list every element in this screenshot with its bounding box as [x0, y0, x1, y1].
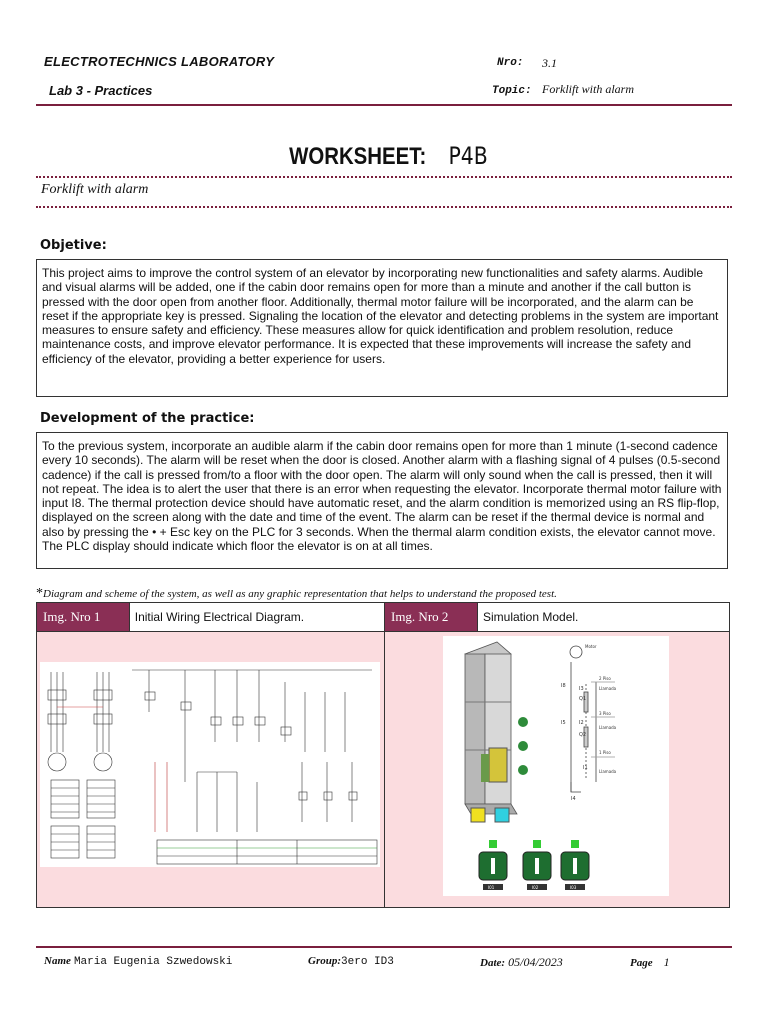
worksheet-subtitle: Forklift with alarm — [41, 182, 149, 197]
floor-2-output: Q1 — [578, 696, 587, 702]
footer-name — [44, 955, 232, 968]
floor-3-output: Q2 — [578, 732, 587, 738]
floor-1-call: Llamada — [598, 769, 617, 774]
floor-2-input: I3 — [578, 686, 584, 692]
name-value: Maria Eugenia Szwedowski — [73, 956, 233, 968]
topic-value: Forklift with alarm — [542, 82, 635, 96]
group-label: Group: — [308, 955, 342, 967]
wiring-diagram-image — [37, 632, 383, 902]
i5-label: I5 — [560, 720, 566, 726]
topic-label: Topic: — [492, 85, 532, 97]
title-divider-top — [36, 176, 732, 178]
img2-tag: Img. Nro 2 — [384, 603, 477, 632]
i8-label: I8 — [560, 683, 566, 689]
simulation-model-image — [385, 632, 729, 902]
diagram-note — [36, 586, 557, 602]
worksheet-title-bold: WORKSHEET: — [288, 143, 427, 170]
date-label: Date: — [480, 957, 506, 969]
i4-label: I4 — [570, 796, 576, 802]
footer-page — [630, 955, 670, 970]
development-heading: Development of the practice: — [40, 411, 255, 426]
motor-label: Motor — [584, 644, 597, 649]
floor-indicator-1 — [518, 765, 528, 775]
yellow-lamp — [471, 808, 485, 822]
floor-1-input: I1 — [582, 765, 588, 771]
note-text: Diagram and scheme of the system, as well as any graphic representation that helps to understand the proposed test. — [43, 588, 557, 600]
wiring-diagram-cell — [37, 632, 385, 908]
worksheet-code: P4B — [448, 142, 488, 170]
nro-value: 3.1 — [542, 56, 557, 70]
floor-2-call: Llamada — [598, 686, 617, 691]
button-3-label: I03 — [569, 885, 577, 890]
img1-tag: Img. Nro 1 — [37, 603, 130, 632]
floor-1-name: 1 Piso — [598, 750, 611, 755]
cyan-lamp — [495, 808, 509, 822]
images-table — [36, 602, 730, 908]
button-1-label: I01 — [487, 885, 495, 890]
page-label: Page — [630, 957, 653, 969]
lab-subtitle: Lab 3 - Practices — [49, 83, 153, 98]
header-rule — [36, 104, 732, 106]
floor-2-name: 2 Piso — [598, 676, 611, 681]
development-box: To the previous system, incorporate an audible alarm if the cabin door remains open for more than 1 minute (1-second cadence every 10 seconds). The alarm will be reset when the door is closed. Another alarm with a flashing signal of 4 pulses (0.5-second cadence) if the call is pressed from/to a floor with the door open. The alarm will only sound when the call is pressed, then it will not repeat. The idea is to alert the user that there is an error when requesting the elevator. Incorporate thermal motor failure with input I8. The thermal protection device should have automatic reset, and the alarm condition is memorized using an RS flip-flop, displayed on the screen along with the date and time of the event. The alarm can be reset if the thermal device is normal and also by pressing the • + Esc key on the PLC for 3 seconds. When the thermal alarm condition exists, the elevator cannot move. The PLC display should indicate which floor the elevator is on at all times. — [36, 432, 728, 569]
nro-label: Nro: — [497, 57, 524, 69]
note-star: * — [36, 586, 43, 601]
floor-3-name: 3 Piso — [598, 711, 611, 716]
objective-box: This project aims to improve the control system of an elevator by incorporating new functionalities and safety alarms. Audible and visual alarms will be added, one if the cabin door remains open for more than a minute and another if the call button is pressed with the door open from another floor. Additionally, thermal motor failure will be incorporated, and the alarm can be reset if the appropriate key is pressed. Signaling the location of the elevator and detecting problems in the system are important measures to ensure safety and efficiency. These measures allow for quick identification and problem resolution, reduce maintenance costs, and improve elevator performance. It is expected that these improvements will increase the safety and efficiency of the elevator, providing a better experience for users. — [36, 259, 728, 397]
date-value: 05/04/2023 — [508, 955, 563, 969]
objective-heading: Objetive: — [40, 238, 107, 253]
button-2-label: I02 — [531, 885, 539, 890]
lab-title: ELECTROTECHNICS LABORATORY — [44, 54, 275, 69]
worksheet-title — [0, 142, 768, 171]
name-label: Name — [44, 955, 71, 967]
footer-date — [480, 955, 563, 970]
img1-caption: Initial Wiring Electrical Diagram. — [129, 603, 384, 632]
floor-indicator-3 — [518, 717, 528, 727]
title-divider-bottom — [36, 206, 732, 208]
floor-3-call: Llamada — [598, 725, 617, 730]
page-value: 1 — [663, 955, 670, 969]
group-value: 3ero ID3 — [341, 956, 394, 968]
footer-rule — [36, 946, 732, 948]
floor-indicator-2 — [518, 741, 528, 751]
img2-caption: Simulation Model. — [478, 603, 730, 632]
elevator-shaft — [465, 642, 517, 814]
floor-3-input: I2 — [578, 720, 584, 726]
footer-group — [308, 955, 394, 968]
simulation-cell — [384, 632, 729, 908]
